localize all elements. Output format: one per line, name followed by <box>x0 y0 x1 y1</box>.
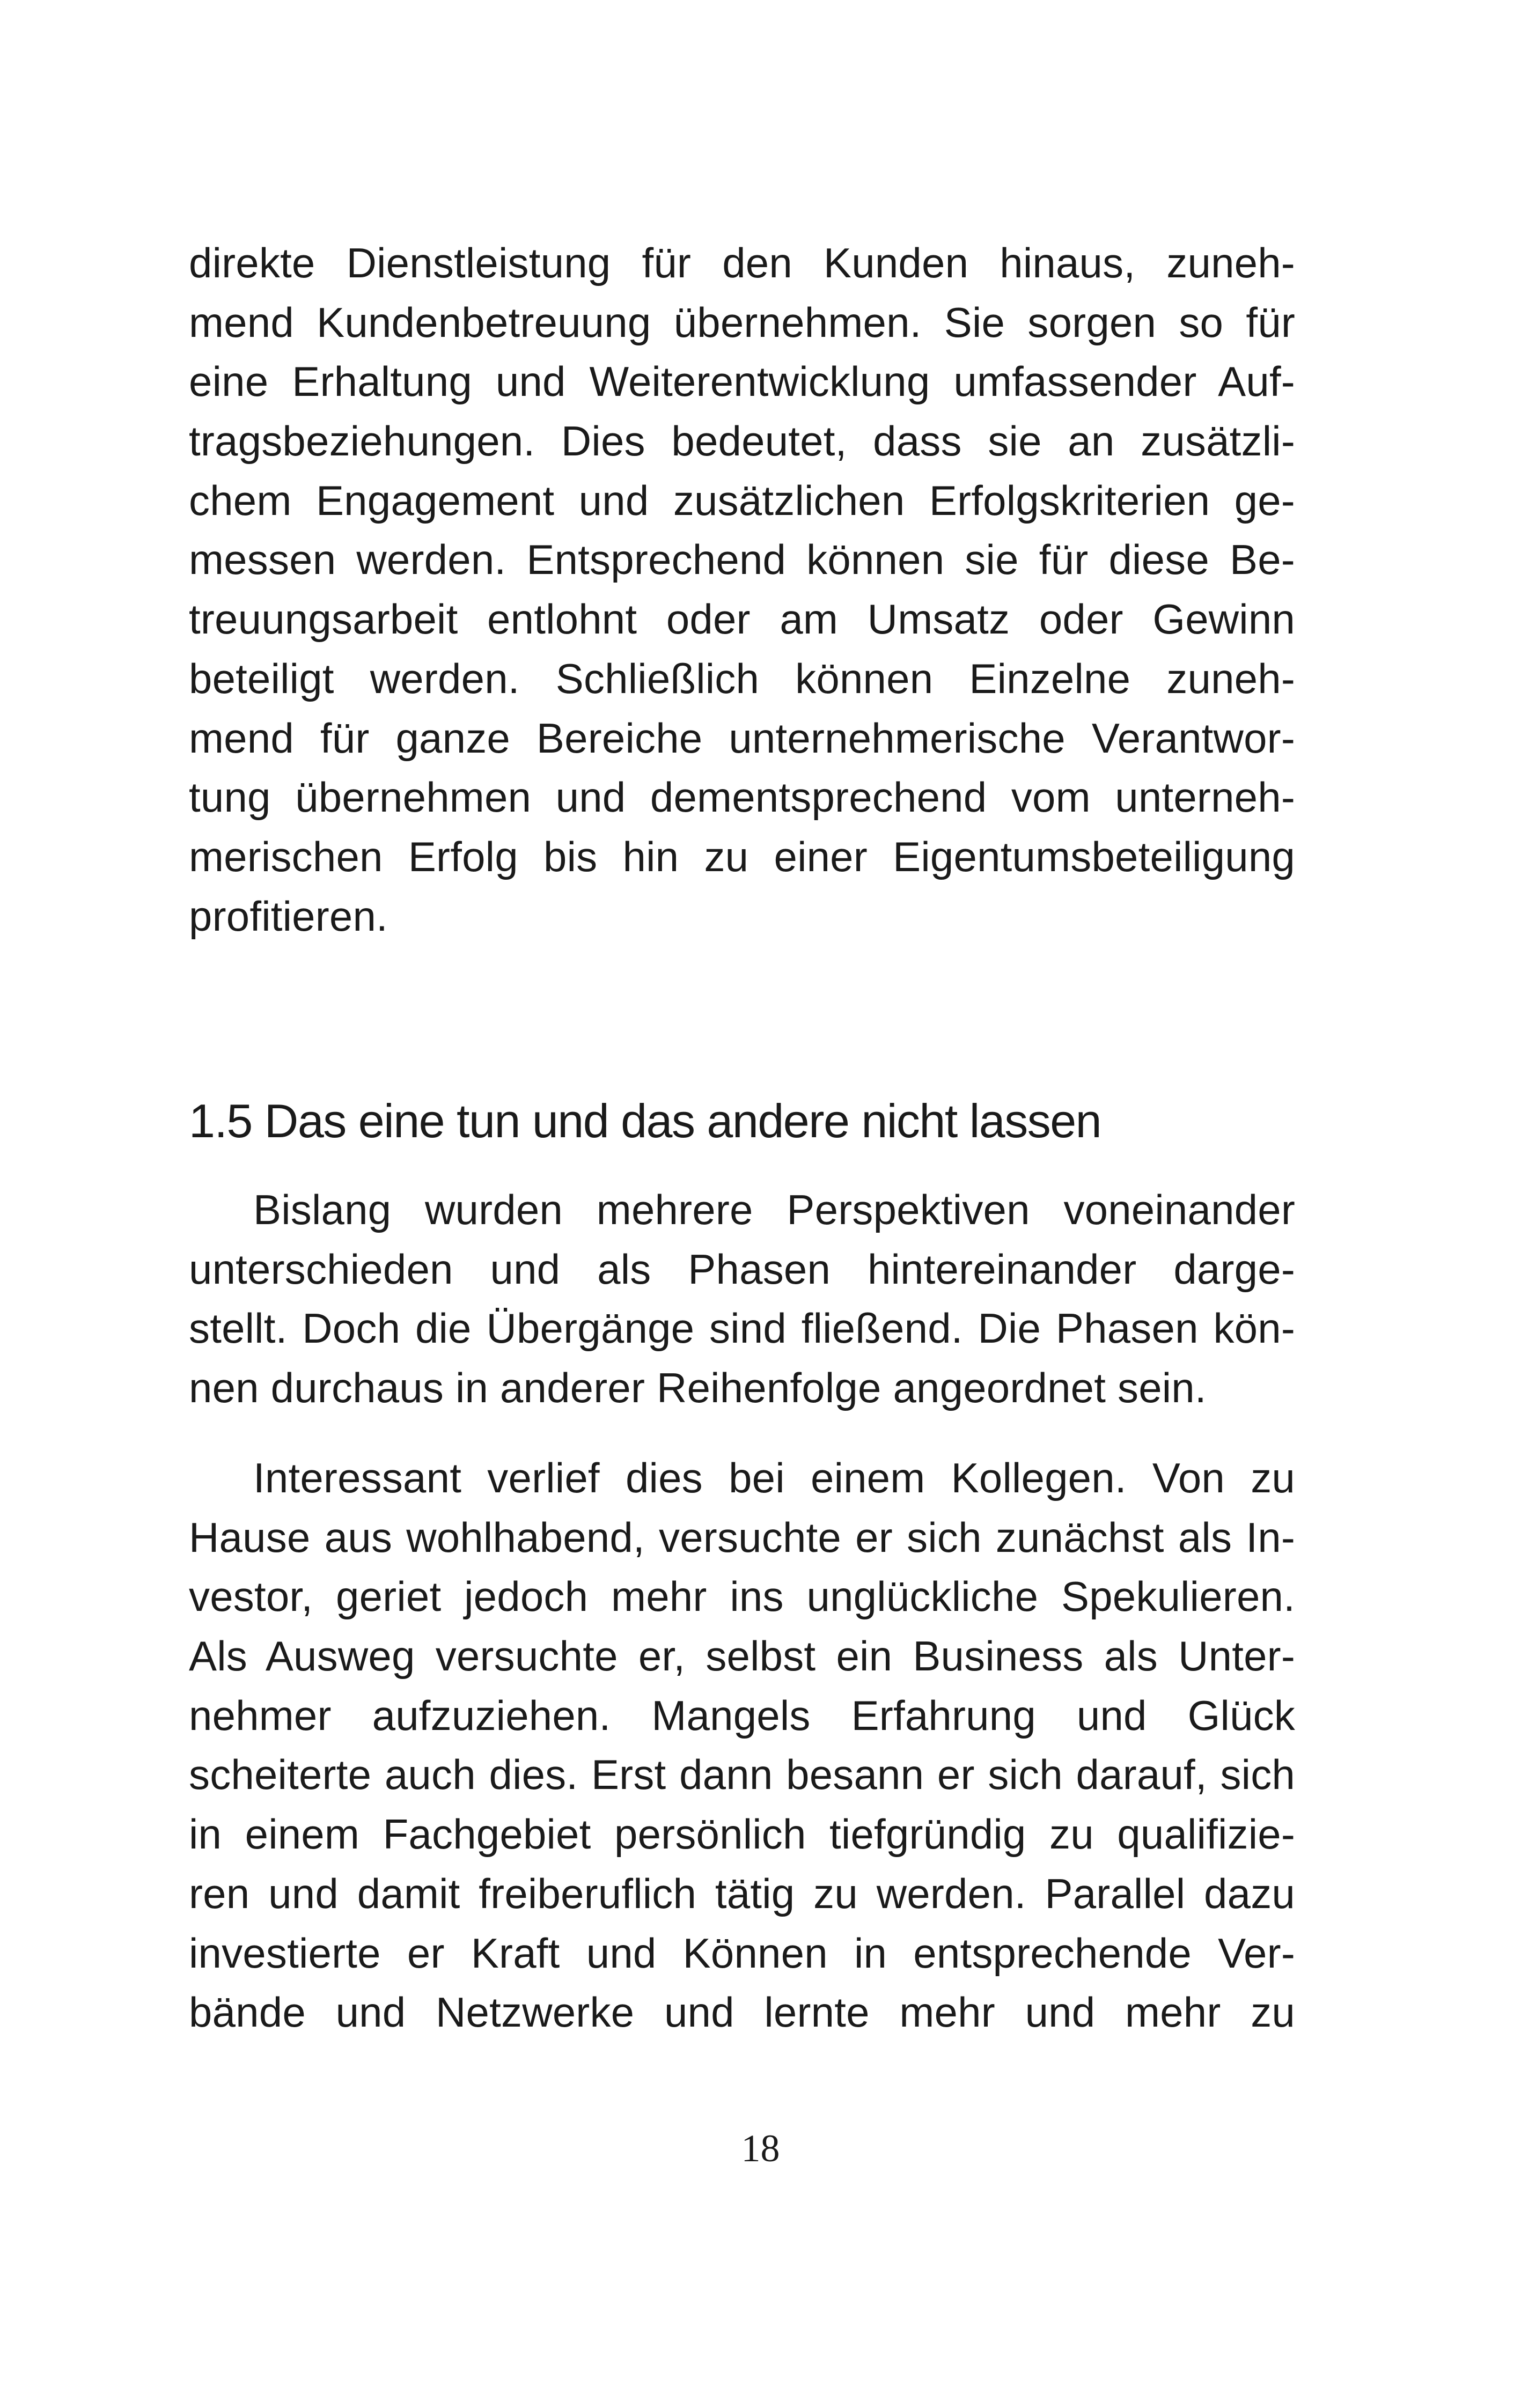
text-line: scheiterte auch dies. Erst dann besann er sich darauf, sich <box>189 1751 1295 1799</box>
text-line: eine Erhaltung und Weiterentwicklung umfassender Auf- <box>189 358 1295 406</box>
text-line: bände und Netzwerke und lernte mehr und mehr zu <box>189 1989 1295 2036</box>
text-line: direkte Dienstleistung für den Kunden hinaus, zuneh- <box>189 239 1295 286</box>
page-number: 18 <box>741 2127 780 2170</box>
text-line: Bislang wurden mehrere Perspektiven voneinander <box>253 1186 1295 1233</box>
text-line: nen durchaus in anderer Reihenfolge angeordnet sein. <box>189 1364 1207 1412</box>
section-heading: 1.5 Das eine tun und das andere nicht lassen <box>189 1094 1101 1147</box>
paragraph <box>189 1180 1295 1418</box>
text-line: beteiligt werden. Schließlich können Einzelne zuneh- <box>189 654 1295 702</box>
text-line: mend für ganze Bereiche unternehmerische Verantwor- <box>189 714 1295 762</box>
text-line: tung übernehmen und dementsprechend vom unterneh- <box>189 774 1295 821</box>
text-line: treuungsarbeit entlohnt oder am Umsatz oder Gewinn <box>189 595 1295 643</box>
text-line: Hause aus wohlhabend, versuchte er sich zunächst als In- <box>189 1513 1295 1561</box>
text-line: messen werden. Entsprechend können sie für diese Be- <box>189 536 1295 584</box>
text-line: mend Kundenbetreuung übernehmen. Sie sorgen so für <box>189 298 1295 346</box>
text-line: in einem Fachgebiet persönlich tiefgründig zu qualifizie- <box>189 1810 1295 1858</box>
text-line: merischen Erfolg bis hin zu einer Eigentumsbeteiligung <box>189 833 1295 880</box>
text-line: vestor, geriet jedoch mehr ins unglückliche Spekulieren. <box>189 1573 1295 1621</box>
text-line: investierte er Kraft und Können in entsprechende Ver- <box>189 1929 1295 1977</box>
paragraph-continued <box>189 233 1295 946</box>
text-line: Interessant verlief dies bei einem Kollegen. Von zu <box>253 1454 1295 1501</box>
text-line: profitieren. <box>189 892 388 940</box>
paragraph <box>189 1448 1295 2042</box>
text-line: chem Engagement und zusätzlichen Erfolgskriterien ge- <box>189 476 1295 524</box>
text-line: unterschieden und als Phasen hintereinander darge- <box>189 1245 1295 1293</box>
text-line: stellt. Doch die Übergänge sind fließend. Die Phasen kön- <box>189 1305 1295 1352</box>
text-line: tragsbeziehungen. Dies bedeutet, dass sie an zusätzli- <box>189 417 1295 465</box>
text-line: nehmer aufzuziehen. Mangels Erfahrung und Glück <box>189 1691 1295 1739</box>
text-line: Als Ausweg versuchte er, selbst ein Business als Unter- <box>189 1632 1295 1680</box>
text-line: ren und damit freiberuflich tätig zu werden. Parallel dazu <box>189 1869 1295 1917</box>
